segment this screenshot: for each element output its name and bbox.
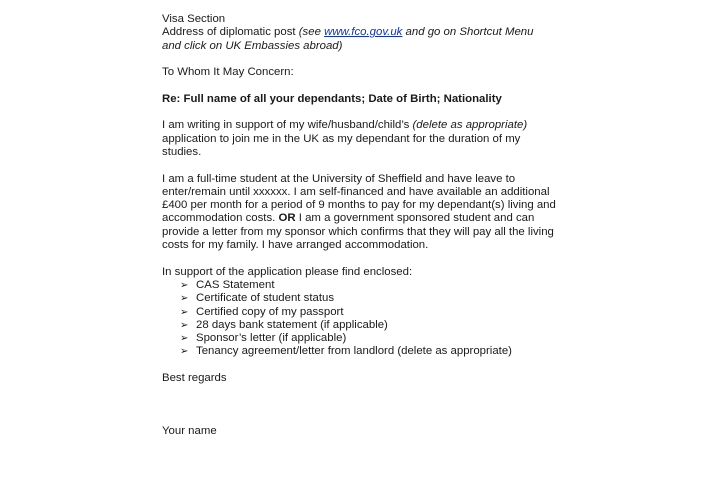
list-item-text: CAS Statement (196, 278, 275, 291)
para2-line4-rest: I am a government sponsored student and can (295, 212, 535, 225)
arrow-bullet-icon: ➢ (180, 293, 189, 305)
list-item (180, 279, 582, 292)
para1-text: I am writing in support of my wife/husband/child’s (162, 119, 413, 132)
spacer (162, 79, 582, 92)
address-italic-open: (see (298, 26, 325, 39)
list-item-text: 28 days bank statement (if applicable) (196, 318, 388, 331)
arrow-bullet-icon: ➢ (180, 346, 189, 358)
address-italic-rest: and go on Shortcut Menu (402, 26, 534, 39)
enclosures-list (162, 279, 582, 359)
para2-line5: provide a letter from my sponsor which confirms that they will pay all the living (162, 225, 554, 238)
list-item (180, 332, 582, 345)
para2-line2: enter/remain until xxxxxx. I am self-financed and have available an additional (162, 185, 550, 198)
closing: Best regards (162, 372, 227, 385)
para2-line3: £400 per month for a period of 9 months to pay for my dependant(s) living and (162, 199, 556, 212)
para1-line1 (162, 119, 582, 132)
paragraph-support (162, 119, 582, 159)
list-item-text: Certified copy of my passport (196, 305, 344, 318)
list-item (180, 306, 582, 319)
spacer (162, 106, 582, 119)
para2-line6: costs for my family. I have arranged accommodation. (162, 239, 429, 252)
signature-name: Your name (162, 425, 217, 438)
spacer (162, 412, 582, 425)
fco-link[interactable]: www.fco.gov.uk (324, 26, 403, 39)
para2-line4-text: accommodation costs. (162, 212, 279, 225)
para1-line3: studies. (162, 145, 202, 158)
spacer (162, 252, 582, 265)
address-line (162, 26, 582, 39)
spacer (162, 359, 582, 372)
list-item (180, 292, 582, 305)
para1-line2: application to join me in the UK as my dependant for the duration of my (162, 132, 521, 145)
or-emphasis: OR (278, 212, 296, 225)
address-line-3: and click on UK Embassies abroad) (162, 39, 343, 52)
arrow-bullet-icon: ➢ (180, 306, 189, 318)
enclosures-intro: In support of the application please find enclosed: (162, 265, 413, 278)
list-item-text: Sponsor’s letter (if applicable) (196, 332, 347, 345)
signature-gap (162, 385, 582, 412)
arrow-bullet-icon: ➢ (180, 333, 189, 345)
list-item-text: Certificate of student status (196, 292, 335, 305)
address-prefix: Address of diplomatic post (162, 26, 299, 39)
recipient-line: Visa Section (162, 13, 226, 25)
letter-page (162, 13, 582, 439)
spacer (162, 159, 582, 172)
spacer (162, 53, 582, 66)
salutation: To Whom It May Concern: (162, 66, 294, 79)
para2-line4 (162, 212, 582, 225)
arrow-bullet-icon: ➢ (180, 319, 189, 331)
para2-line1: I am a full-time student at the University of Sheffield and have leave to (162, 172, 516, 185)
arrow-bullet-icon: ➢ (180, 279, 189, 291)
subject-line: Re: Full name of all your dependants; Date of Birth; Nationality (162, 92, 502, 105)
list-item (180, 319, 582, 332)
paragraph-status (162, 173, 582, 253)
list-item-text: Tenancy agreement/letter from landlord (delete as appropriate) (196, 345, 512, 358)
list-item (180, 345, 582, 358)
para1-italic-note: (delete as appropriate) (412, 119, 528, 132)
